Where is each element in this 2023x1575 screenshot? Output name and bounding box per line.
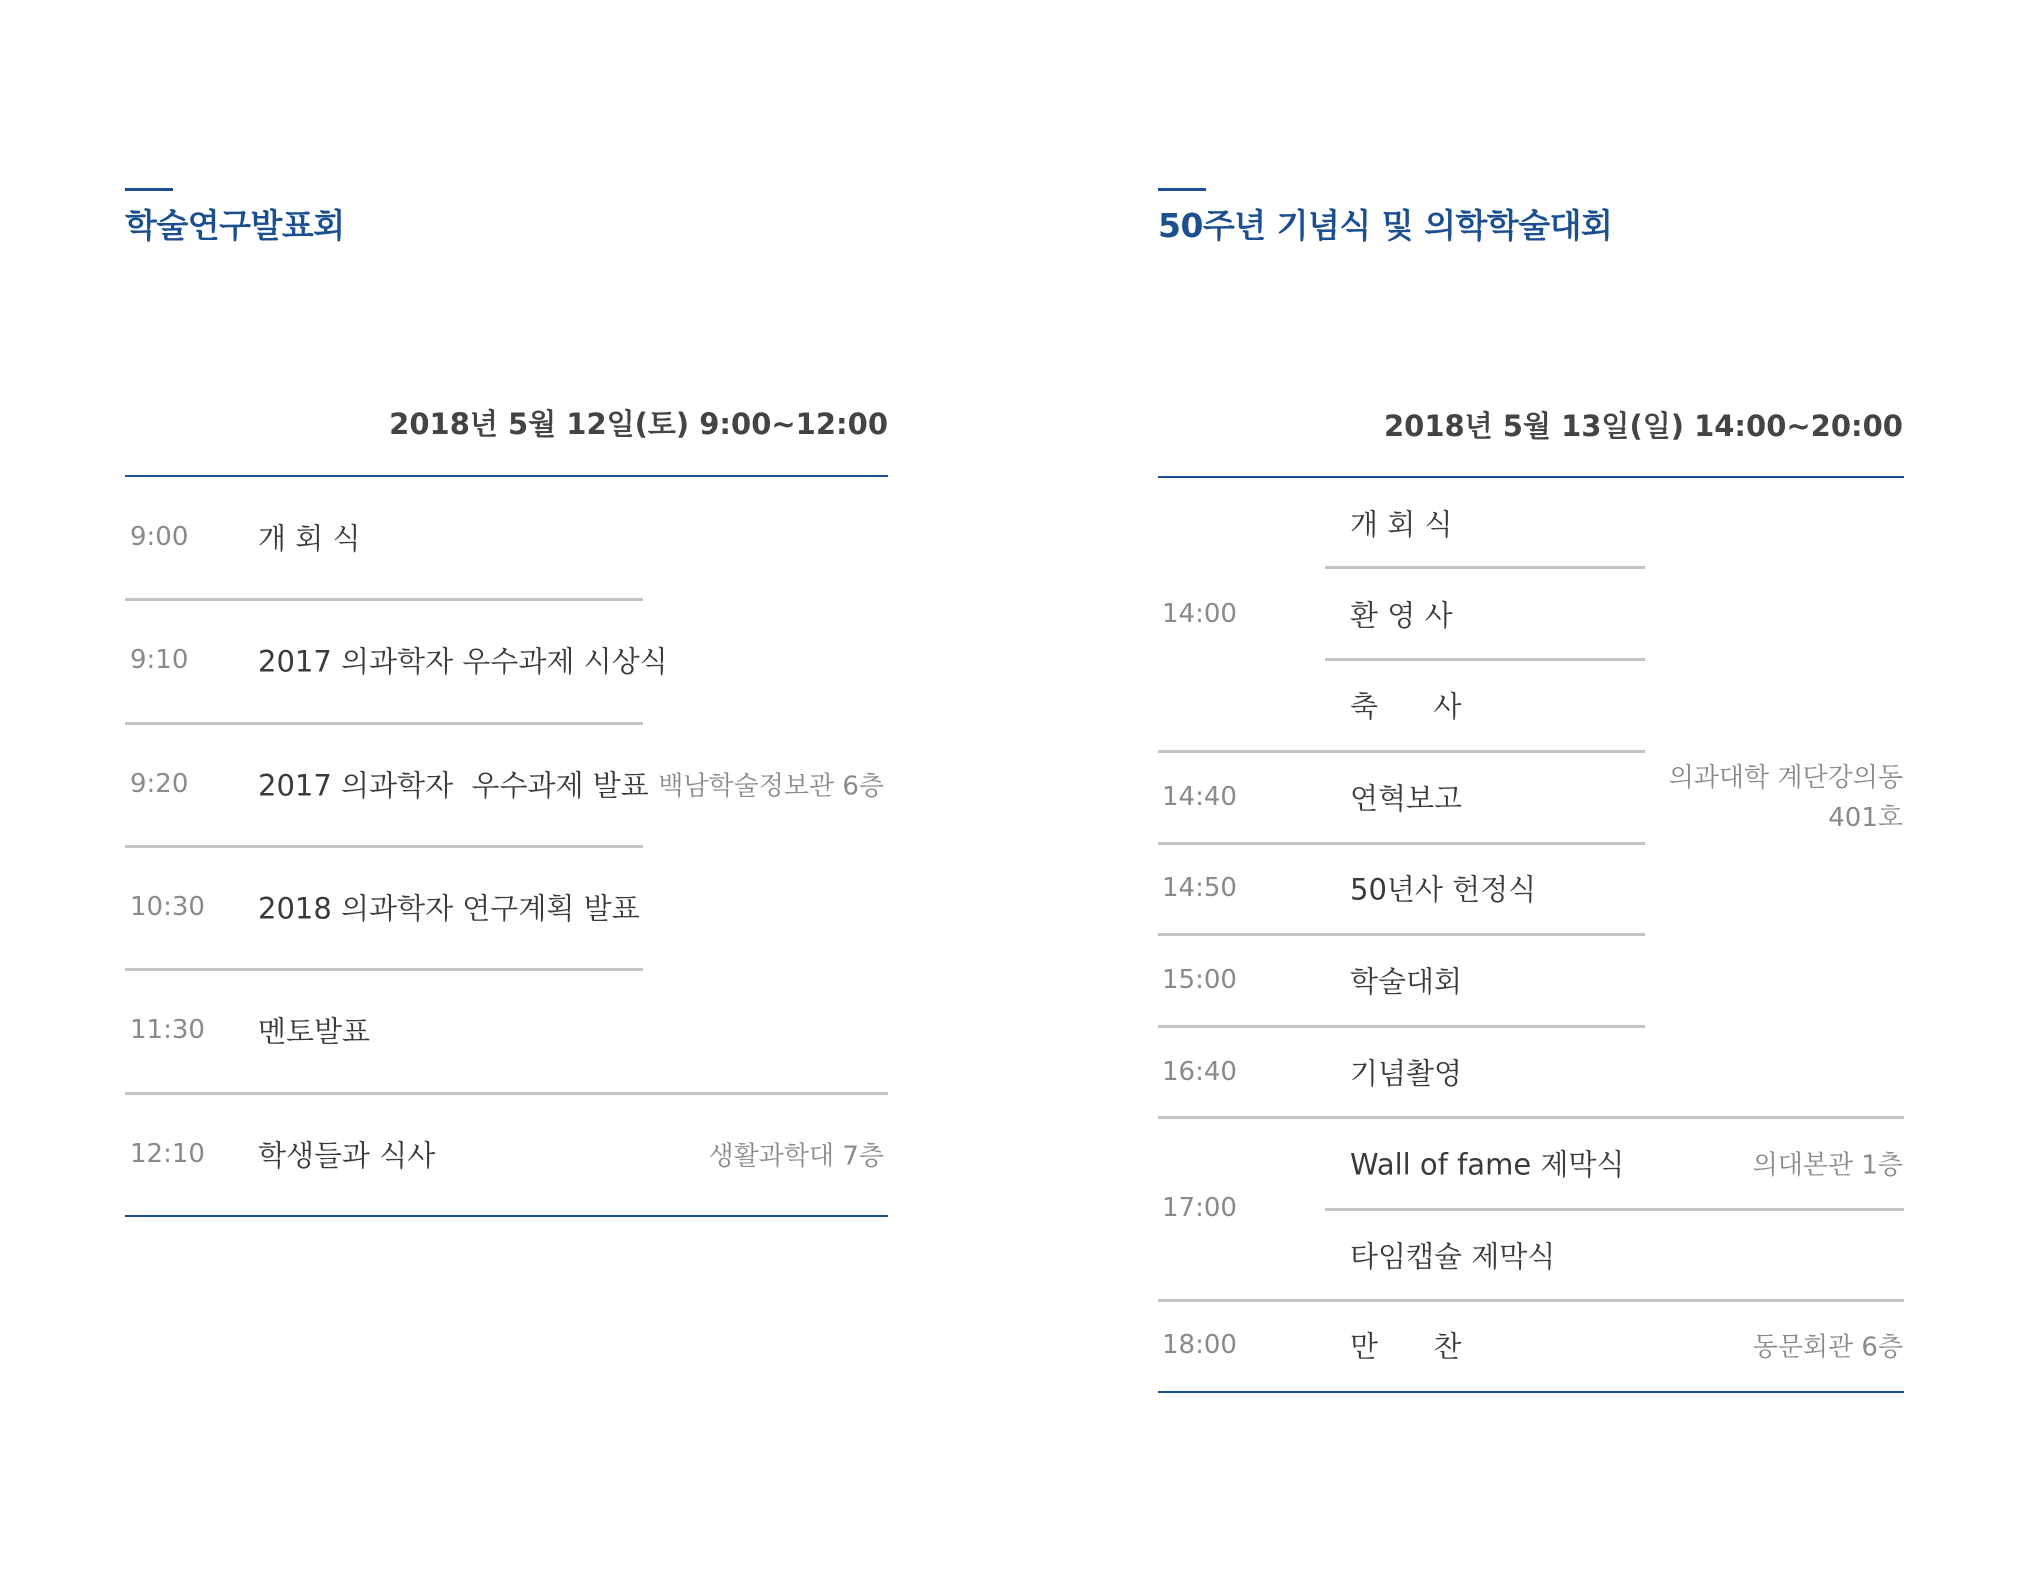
time-label: 9:00 [130,522,189,552]
time-label: 18:00 [1162,1330,1237,1360]
row-divider [125,598,643,601]
event-label: 2017 의과학자 우수과제 발표 [258,768,649,803]
event-label: 2017 의과학자 우수과제 시상식 [258,644,668,679]
row-divider [1158,1025,1645,1028]
event-label: 기념촬영 [1350,1056,1463,1091]
left-title-accent [125,188,173,191]
time-label: 12:10 [130,1139,205,1169]
time-label: 14:00 [1162,599,1237,629]
left-date: 2018년 5월 12일(토) 9:00~12:00 [389,407,888,441]
event-label: 타임캡슐 제막식 [1350,1239,1556,1274]
venue-label: 의대본관 1층 [1752,1150,1903,1181]
time-label: 14:40 [1162,782,1237,812]
right-date: 2018년 5월 13일(일) 14:00~20:00 [1383,409,1903,443]
row-divider [125,1092,888,1095]
row-divider [1158,933,1645,936]
event-label: 학생들과 식사 [258,1138,436,1173]
event-label: 만 찬 [1350,1329,1462,1364]
row-divider [125,722,643,725]
time-label: 14:50 [1162,873,1237,903]
venue-label: 백남학술정보관 6층 [658,771,884,802]
time-label: 15:00 [1162,965,1237,995]
event-label: 2018 의과학자 연구계획 발표 [258,891,640,926]
venue-line: 401호 [1828,803,1903,833]
row-divider [1325,658,1645,661]
left-top-rule [125,475,888,477]
venue-line: 의과대학 계단강의동 [1668,763,1903,793]
event-label: 멘토발표 [258,1014,371,1049]
time-label: 17:00 [1162,1193,1237,1223]
time-label: 9:20 [130,769,189,799]
row-divider [125,968,643,971]
event-label: 개 회 식 [258,521,361,556]
event-label: 축 사 [1350,689,1462,724]
row-divider [1158,750,1645,753]
event-label: 50년사 헌정식 [1350,872,1537,907]
row-divider [125,845,643,848]
left-bottom-rule [125,1215,888,1217]
event-label: 학술대회 [1350,964,1463,999]
row-divider [1158,842,1645,845]
event-label: 환 영 사 [1350,598,1453,633]
event-label: 연혁보고 [1350,781,1463,816]
venue-label-main [1669,758,1903,838]
row-divider [1325,1208,1904,1211]
right-top-rule [1158,476,1904,478]
left-section-title: 학술연구발표회 [125,206,345,245]
venue-label: 동문회관 6층 [1752,1332,1903,1363]
row-divider [1325,566,1645,569]
right-title-accent [1158,188,1206,191]
event-label: 개 회 식 [1350,507,1453,542]
event-label: Wall of fame 제막식 [1350,1147,1625,1182]
right-bottom-rule [1158,1391,1904,1393]
time-label: 16:40 [1162,1057,1237,1087]
time-label: 9:10 [130,645,189,675]
right-section-title: 50주년 기념식 및 의학학술대회 [1158,206,1613,245]
time-label: 10:30 [130,892,205,922]
row-divider [1158,1116,1904,1119]
time-label: 11:30 [130,1015,205,1045]
row-divider [1158,1299,1904,1302]
venue-label: 생활과학대 7층 [708,1141,884,1172]
